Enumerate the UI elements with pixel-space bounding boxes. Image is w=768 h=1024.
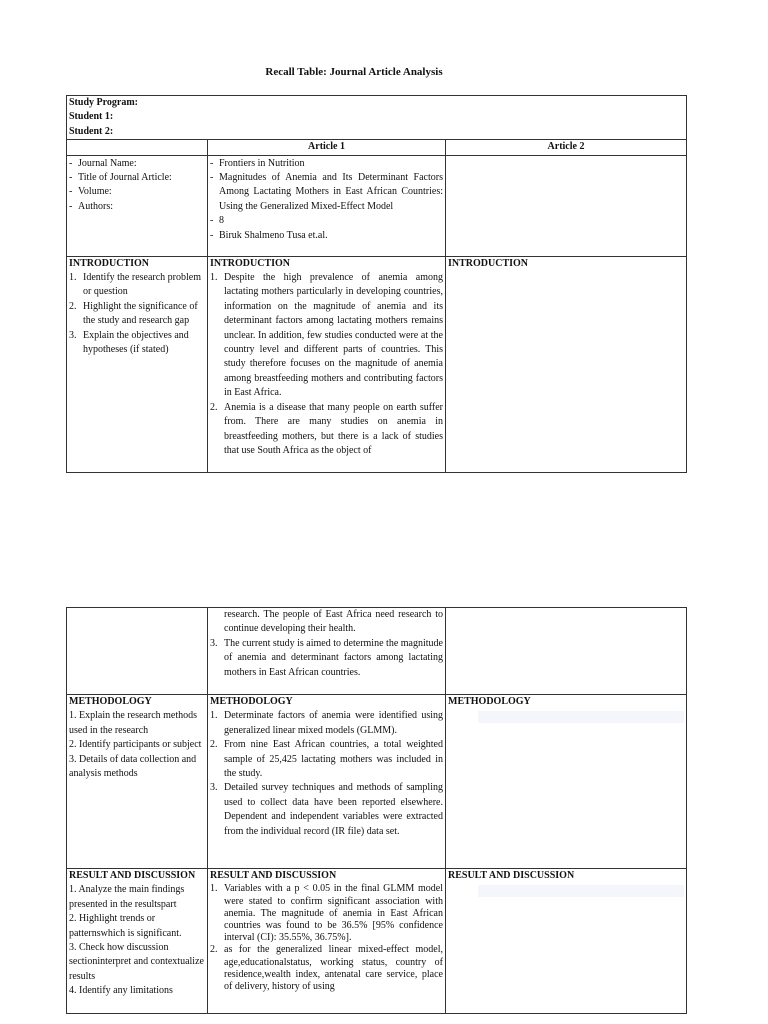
result-article2-heading: RESULT AND DISCUSSION <box>448 870 575 881</box>
result-article1-cell: RESULT AND DISCUSSION 1. Variables with a p < 0.05 in the final GLMM model were stated to confirm significant association with anemia. The magnitude of anemia in East African countries was found to be 36.5% [95% confidence interval (CI): 35.55%, 36.75%]. 2. as for the generalized linear mixed-effect model, age,educationalstatus, working status, country of residence,wealth index, antenatal care service, place of delivery, history of using <box>208 869 446 1014</box>
document-title: Recall Table: Journal Article Analysis <box>265 66 443 78</box>
introduction-prompt: Identify the research problem or question <box>83 272 202 298</box>
introduction-article1-item: Anemia is a disease that many people on earth suffer from. There are many studies on anemia in breastfeeding mothers, but there is a lack of studies that use South Africa as the object of <box>224 401 443 456</box>
article-2-header: Article 2 <box>446 140 687 155</box>
introduction-article1-heading: INTRODUCTION <box>210 257 291 269</box>
introduction-article1-cell: INTRODUCTION 1. Despite the high prevalence of anemia among lactating mothers particularly in developing countries, information on the magnitude of anemia and its determinant factors among lactating mothers remains unclear. In addition, few studies conducted were at the country level and different parts of countries. This study therefore focuses on the magnitude of anemia among breastfeeding mothers and contributing factors in East Africa. 2. Anemia is a disease that many people on earth suffer from. There are many studies on anemia in breastfeeding mothers, but there is a lack of studies that use South Africa as the object of <box>208 256 446 472</box>
article-title-value: Magnitudes of Anemia and Its Determinant Factors Among Lactating Mothers in East African Countries: Using the Generalized Mixed-Effect Model <box>219 172 443 212</box>
methodology-prompt: 1. Explain the research methods used in the research <box>69 710 198 736</box>
methodology-article2-heading: METHODOLOGY <box>448 696 531 707</box>
result-prompt: 3. Check how discussion sectioninterpret and contextualize results <box>69 942 204 982</box>
methodology-heading: METHODOLOGY <box>69 696 152 707</box>
methodology-article1-item: From nine East African countries, a total weighted sample of 25,425 lactating mothers was included in the study. <box>224 739 443 780</box>
introduction-article1-cell-cont: research. The people of East Africa need research to continue developing their health. 3. The current study is aimed to determine the magnitude of anemia and determinant factors among lactating mothers in East African countries. <box>208 608 446 695</box>
introduction-article1-item: Despite the high prevalence of anemia among lactating mothers particularly in developing countries, information on the magnitude of anemia and its determinant factors among lactating mothers remains unclear. In addition, few studies conducted were at the country level and different parts of countries. This study therefore focuses on the magnitude of anemia among breastfeeding mothers and contributing factors in East Africa. <box>224 272 443 399</box>
methodology-prompt: 2. Identify participants or subject <box>69 739 202 751</box>
introduction-heading: INTRODUCTION <box>69 257 150 269</box>
student-2-label: Student 2: <box>69 125 114 137</box>
methodology-article1-item: Determinate factors of anemia were identified using generalized linear mixed models (GLMM). <box>224 710 443 736</box>
introduction-article2-cell-cont <box>446 608 687 695</box>
info-article2-cell <box>446 155 687 256</box>
result-heading: RESULT AND DISCUSSION <box>69 870 196 881</box>
study-program-label: Study Program: <box>69 97 138 108</box>
introduction-article1-continued: research. The people of East Africa need research to continue developing their health. <box>224 609 443 635</box>
result-prompt: 2. Highlight trends or patternswhich is significant. <box>69 913 182 939</box>
recall-table-page2 <box>66 607 687 1014</box>
authors-label: Authors: <box>78 200 113 212</box>
authors-value: Biruk Shalmeno Tusa et.al. <box>219 229 328 241</box>
result-prompt: 1. Analyze the main findings presented in the resultspart <box>69 884 185 910</box>
result-article1-item: as for the generalized linear mixed-effect model, age,educationalstatus, working status, country of residence,wealth index, antenatal care service, place of delivery, history of using <box>224 944 443 993</box>
blank-header-cell <box>67 140 208 155</box>
info-values-cell: - Frontiers in Nutrition - Magnitudes of Anemia and Its Determinant Factors Among Lactating Mothers in East African Countries: Using the Generalized Mixed-Effect Model - 8 - Biruk Shalmeno Tusa et.al. <box>208 155 446 256</box>
volume-value: 8 <box>219 215 224 227</box>
highlight-shading <box>478 711 684 723</box>
introduction-prompts-cell: INTRODUCTION 1. Identify the research problem or question 2. Highlight the significance of the study and research gap 3. Explain the objectives and hypotheses (if stated) <box>67 256 208 472</box>
methodology-article1-cell: METHODOLOGY 1. Determinate factors of anemia were identified using generalized linear mixed models (GLMM). 2. From nine East African countries, a total weighted sample of 25,425 lactating mothers was included in the study. 3. Detailed survey techniques and methods of sampling used to collect data have been reported elsewhere. Dependent and independent variables were extracted from the individual record (IR file) data set. <box>208 695 446 869</box>
article-1-header: Article 1 <box>208 140 446 155</box>
introduction-article1-item: The current study is aimed to determine the magnitude of anemia and determinant factors among lactating mothers in East African countries. <box>224 637 443 678</box>
header-cell <box>67 96 687 140</box>
introduction-prompt: Explain the objectives and hypotheses (if stated) <box>83 329 189 356</box>
result-article2-cell <box>446 869 687 1014</box>
article-title-label: Title of Journal Article: <box>78 172 172 184</box>
methodology-article2-cell <box>446 695 687 869</box>
introduction-prompt: Highlight the significance of the study and research gap <box>83 300 198 327</box>
result-prompt: 4. Identify any limitations <box>69 985 173 997</box>
result-prompts-cell <box>67 869 208 1014</box>
info-labels-cell: - Journal Name: - Title of Journal Article: - Volume: - Authors: <box>67 155 208 256</box>
recall-table-page1 <box>66 95 687 473</box>
journal-name-label: Journal Name: <box>78 157 137 169</box>
student-1-label: Student 1: <box>69 111 114 123</box>
highlight-shading <box>478 885 684 897</box>
result-article1-item: Variables with a p < 0.05 in the final GLMM model were stated to confirm significant association with anemia. The magnitude of anemia in East African countries was found to be 36.5% [95% confidence interval (CI): 35.55%, 36.75%]. <box>224 883 443 944</box>
journal-name-value: Frontiers in Nutrition <box>219 157 305 169</box>
introduction-prompts-cell-cont <box>67 608 208 695</box>
introduction-article2-cell <box>446 256 687 472</box>
introduction-article2-heading: INTRODUCTION <box>448 257 529 269</box>
methodology-prompts-cell <box>67 695 208 869</box>
methodology-prompt: 3. Details of data collection and analysis methods <box>69 753 197 780</box>
result-article1-heading: RESULT AND DISCUSSION <box>210 870 337 881</box>
volume-label: Volume: <box>78 186 112 198</box>
methodology-article1-item: Detailed survey techniques and methods of sampling used to collect data have been reported elsewhere. Dependent and independent variables were extracted from the individual record (IR file) data set. <box>224 782 443 837</box>
methodology-article1-heading: METHODOLOGY <box>210 696 293 707</box>
